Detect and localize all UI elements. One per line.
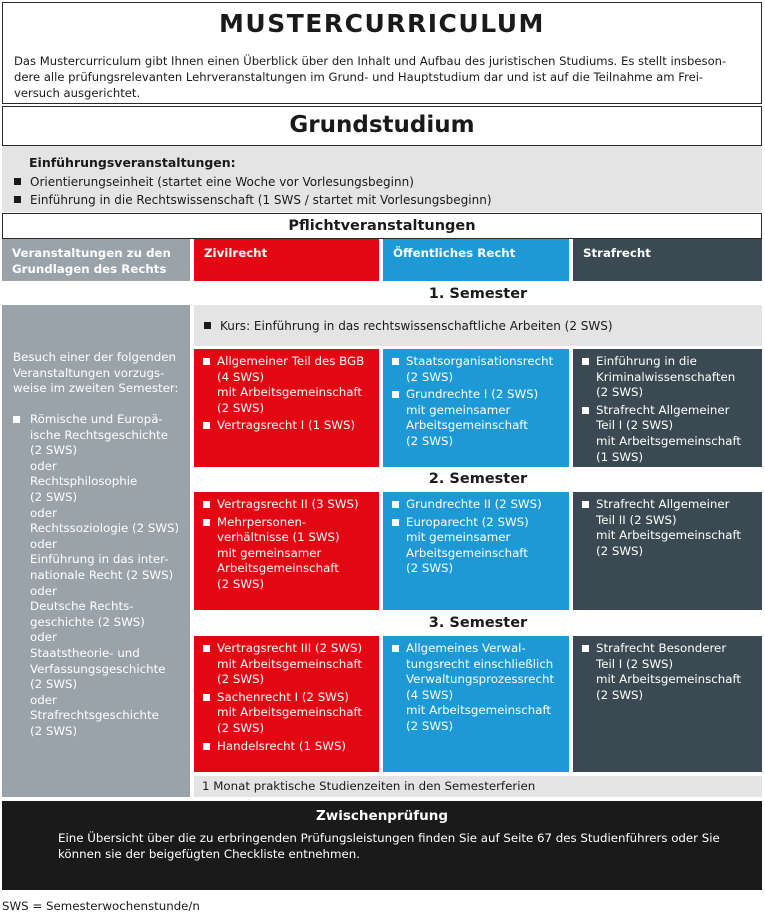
zwischenpruefung-text xyxy=(58,830,738,862)
text-line: weise im zweiten Semester: xyxy=(13,381,179,396)
text-line: (2 SWS) xyxy=(217,672,265,687)
course-item xyxy=(392,497,563,513)
text-line: Strafrechtsgeschichte xyxy=(30,708,159,723)
footnote: SWS = Semesterwochenstunde/n xyxy=(2,899,200,913)
text-line: mit Arbeitsgemeinschaft xyxy=(406,703,552,718)
einfuehrung-item-text: Einführung in die Rechtswissenschaft (1 SWS / startet mit Vorlesungsbeginn) xyxy=(30,193,492,207)
text-line: Grundrechte I (2 SWS) xyxy=(406,387,539,402)
course-item xyxy=(203,497,373,513)
text-line: Arbeitsgemeinschaft xyxy=(217,561,339,576)
einfuehrung-box xyxy=(2,146,762,212)
zwischenpruefung-box xyxy=(2,801,762,890)
bullet-square-icon xyxy=(203,501,210,508)
bullet-square-icon xyxy=(392,501,399,508)
text-line: Vertragsrecht I (1 SWS) xyxy=(217,418,356,433)
text-line: Teil I (2 SWS) xyxy=(596,418,674,433)
semester1-zivilrecht-cell xyxy=(194,349,379,467)
text-line: Verwaltungsprozessrecht xyxy=(406,672,555,687)
semester-title: 3. Semester xyxy=(428,615,528,631)
text-line: Eine Übersicht über die zu erbringenden Prüfungsleistungen finden Sie auf Seite 67 des Studienführers oder Sie xyxy=(58,831,720,845)
oder-label: oder xyxy=(30,630,57,645)
text-line: (2 SWS) xyxy=(30,443,78,458)
bullet-square-icon xyxy=(14,178,21,185)
text-line: Arbeitsgemeinschaft xyxy=(406,418,528,433)
text-line: Mehrpersonen- xyxy=(217,514,307,529)
text-line: Teil I (2 SWS) xyxy=(596,656,674,671)
text-line: geschichte (2 SWS) xyxy=(30,614,145,629)
text-line: mit gemeinsamer xyxy=(217,545,322,560)
text-line: mit gemeinsamer xyxy=(406,402,511,417)
grundlagen-column xyxy=(2,305,190,797)
bullet-square-icon xyxy=(14,196,21,203)
text-line: mit Arbeitsgemeinschaft xyxy=(596,672,742,687)
bullet-square-icon xyxy=(203,694,210,701)
bullet-square-icon xyxy=(582,407,589,414)
oder-label: oder xyxy=(30,505,57,520)
intro-text xyxy=(14,53,752,101)
text-line: ische Rechtsgeschichte xyxy=(30,427,169,442)
course-item xyxy=(392,387,563,449)
semester1-oeffentliches-recht-cell xyxy=(383,349,569,467)
text-line: Rechtsphilosophie xyxy=(30,474,138,489)
pflicht-header: Pflichtveranstaltungen xyxy=(2,213,762,239)
text-line: Verfassungsgeschichte xyxy=(30,661,166,676)
semester2-zivilrecht-cell xyxy=(194,492,379,610)
semester3-strafrecht-cell xyxy=(573,636,762,772)
text-line: Strafrecht Besonderer xyxy=(596,641,727,655)
text-line: (2 SWS) xyxy=(406,433,454,448)
text-line: Grundrechte II (2 SWS) xyxy=(406,497,542,511)
text-line: (4 SWS) xyxy=(406,687,454,702)
course-item xyxy=(203,641,373,688)
text-line: (2 SWS) xyxy=(406,561,454,576)
course-item xyxy=(203,515,373,593)
oder-label: oder xyxy=(30,458,57,473)
text-line: Kriminalwissenschaften xyxy=(596,369,736,384)
text-line: Besuch einer der folgenden xyxy=(13,350,176,364)
text-line: (2 SWS) xyxy=(596,687,644,702)
text-line: (2 SWS) xyxy=(217,576,265,591)
text-line: Einführung in die xyxy=(596,354,697,368)
intro-line: Das Mustercurriculum gibt Ihnen einen Überblick über den Inhalt und Aufbau des juristischen Studiums. Es stellt insbeson- xyxy=(14,54,727,68)
text-line: Römische und Europä- xyxy=(30,412,163,426)
column-header-zivilrecht: Zivilrecht xyxy=(194,239,379,281)
text-line: tungsrecht einschließlich xyxy=(406,656,554,671)
semester3-zivilrecht-cell xyxy=(194,636,379,772)
bullet-square-icon xyxy=(203,519,210,526)
header-box xyxy=(2,2,762,104)
intro-line: dere alle prüfungsrelevanten Lehrveranstaltungen im Grund- und Hauptstudium dar und ist auf die Teilnahme am Frei- xyxy=(14,70,704,84)
text-line: nationale Recht (2 SWS) xyxy=(30,567,174,582)
text-line: mit Arbeitsgemeinschaft xyxy=(217,705,363,720)
semester2-oeffentliches-recht-cell xyxy=(383,492,569,610)
einfuehrung-item xyxy=(14,175,414,189)
text-line: mit Arbeitsgemeinschaft xyxy=(596,528,742,543)
course-item xyxy=(582,403,756,465)
text-line: (4 SWS) xyxy=(217,369,265,384)
kurs-text: Kurs: Einführung in das rechtswissenschaftliche Arbeiten (2 SWS) xyxy=(220,319,613,333)
column-header-oeffentliches-recht: Öffentliches Recht xyxy=(383,239,569,281)
bullet-square-icon xyxy=(582,501,589,508)
course-item xyxy=(392,354,563,385)
text-line: Strafrecht Allgemeiner xyxy=(596,497,730,511)
text-line: Europarecht (2 SWS) xyxy=(406,514,529,529)
text-line: Einführung in das inter- xyxy=(30,552,169,567)
section-title: Grundstudium xyxy=(289,112,475,138)
text-line: (2 SWS) xyxy=(596,385,644,400)
text-line: Strafrecht Allgemeiner xyxy=(596,402,730,417)
text-line: Vertragsrecht III (2 SWS) xyxy=(217,641,363,655)
course-item xyxy=(392,641,563,735)
bullet-square-icon xyxy=(204,322,211,329)
einfuehrung-title: Einführungsveranstaltungen: xyxy=(29,155,236,170)
bullet-square-icon xyxy=(392,391,399,398)
semester-title: 2. Semester xyxy=(428,471,528,487)
einfuehrung-item-text: Orientierungseinheit (startet eine Woche vor Vorlesungsbeginn) xyxy=(30,175,414,189)
text-line: Staatsorganisationsrecht xyxy=(406,354,554,368)
text-line: mit Arbeitsgemeinschaft xyxy=(217,656,363,671)
text-line: können sie der beigefügten Checkliste entnehmen. xyxy=(58,847,361,861)
text-line: Vertragsrecht II (3 SWS) xyxy=(217,497,359,511)
oder-label: oder xyxy=(30,536,57,551)
text-line: (2 SWS) xyxy=(406,369,454,384)
semester2-strafrecht-cell xyxy=(573,492,762,610)
bullet-square-icon xyxy=(392,645,399,652)
bullet-square-icon xyxy=(203,645,210,652)
text-line: Allgemeiner Teil des BGB xyxy=(217,354,365,368)
text-line: (2 SWS) xyxy=(30,677,78,692)
text-line: (2 SWS) xyxy=(406,718,454,733)
text-line: verhältnisse (1 SWS) xyxy=(217,530,340,545)
semester3-oeffentliches-recht-cell xyxy=(383,636,569,772)
grundstudium-header xyxy=(2,106,762,146)
grundlagen-option xyxy=(13,412,185,739)
text-line: (2 SWS) xyxy=(30,723,78,738)
bullet-square-icon xyxy=(392,519,399,526)
text-line: (2 SWS) xyxy=(596,543,644,558)
column-header-strafrecht: Strafrecht xyxy=(573,239,762,281)
bullet-square-icon xyxy=(392,358,399,365)
text-line: mit Arbeitsgemeinschaft xyxy=(217,385,363,400)
text-line: Arbeitsgemeinschaft xyxy=(406,545,528,560)
text-line: Handelsrecht (1 SWS) xyxy=(217,738,347,753)
text-line: Allgemeines Verwal- xyxy=(406,641,526,655)
kurs-row xyxy=(194,305,762,346)
text-line: (2 SWS) xyxy=(30,489,78,504)
bullet-square-icon xyxy=(203,358,210,365)
text-line: mit gemeinsamer xyxy=(406,530,511,545)
praxis-row: 1 Monat praktische Studienzeiten in den Semesterferien xyxy=(194,776,762,797)
course-item xyxy=(392,515,563,577)
text-line: mit Arbeitsgemeinschaft xyxy=(596,433,742,448)
grundlagen-options xyxy=(13,412,185,739)
bullet-square-icon xyxy=(13,416,20,423)
text-line: (2 SWS) xyxy=(217,720,265,735)
course-item xyxy=(203,354,373,416)
bullet-square-icon xyxy=(582,358,589,365)
text-line: (1 SWS) xyxy=(596,449,644,464)
course-item xyxy=(203,690,373,737)
oder-label: oder xyxy=(30,583,57,598)
zwischenpruefung-title: Zwischenprüfung xyxy=(316,808,448,824)
column-header-grundlagen xyxy=(2,239,190,281)
page-title: MUSTERCURRICULUM xyxy=(219,9,545,38)
course-item xyxy=(582,497,756,559)
text-line: Rechtssoziologie (2 SWS) xyxy=(30,521,180,536)
bullet-square-icon xyxy=(582,645,589,652)
text-line: Teil II (2 SWS) xyxy=(596,512,677,527)
bullet-square-icon xyxy=(203,743,210,750)
column-header-line: Veranstaltungen zu den xyxy=(12,246,171,260)
course-item xyxy=(582,354,756,401)
oder-label: oder xyxy=(30,692,57,707)
semester1-strafrecht-cell xyxy=(573,349,762,467)
intro-line: versuch ausgerichtet. xyxy=(14,86,141,100)
column-header-line: Grundlagen des Rechts xyxy=(12,262,167,276)
course-item xyxy=(203,418,373,434)
text-line: Deutsche Rechts- xyxy=(30,599,134,614)
course-item xyxy=(582,641,756,703)
text-line: Staatstheorie- und xyxy=(30,645,140,660)
course-item xyxy=(203,739,373,755)
semester-title: 1. Semester xyxy=(428,286,528,302)
grundlagen-intro xyxy=(13,350,185,397)
text-line: (2 SWS) xyxy=(217,400,265,415)
text-line: Sachenrecht I (2 SWS) xyxy=(217,689,349,704)
text-line: Veranstaltungen vorzugs- xyxy=(13,365,165,380)
einfuehrung-item xyxy=(14,193,492,207)
bullet-square-icon xyxy=(203,422,210,429)
